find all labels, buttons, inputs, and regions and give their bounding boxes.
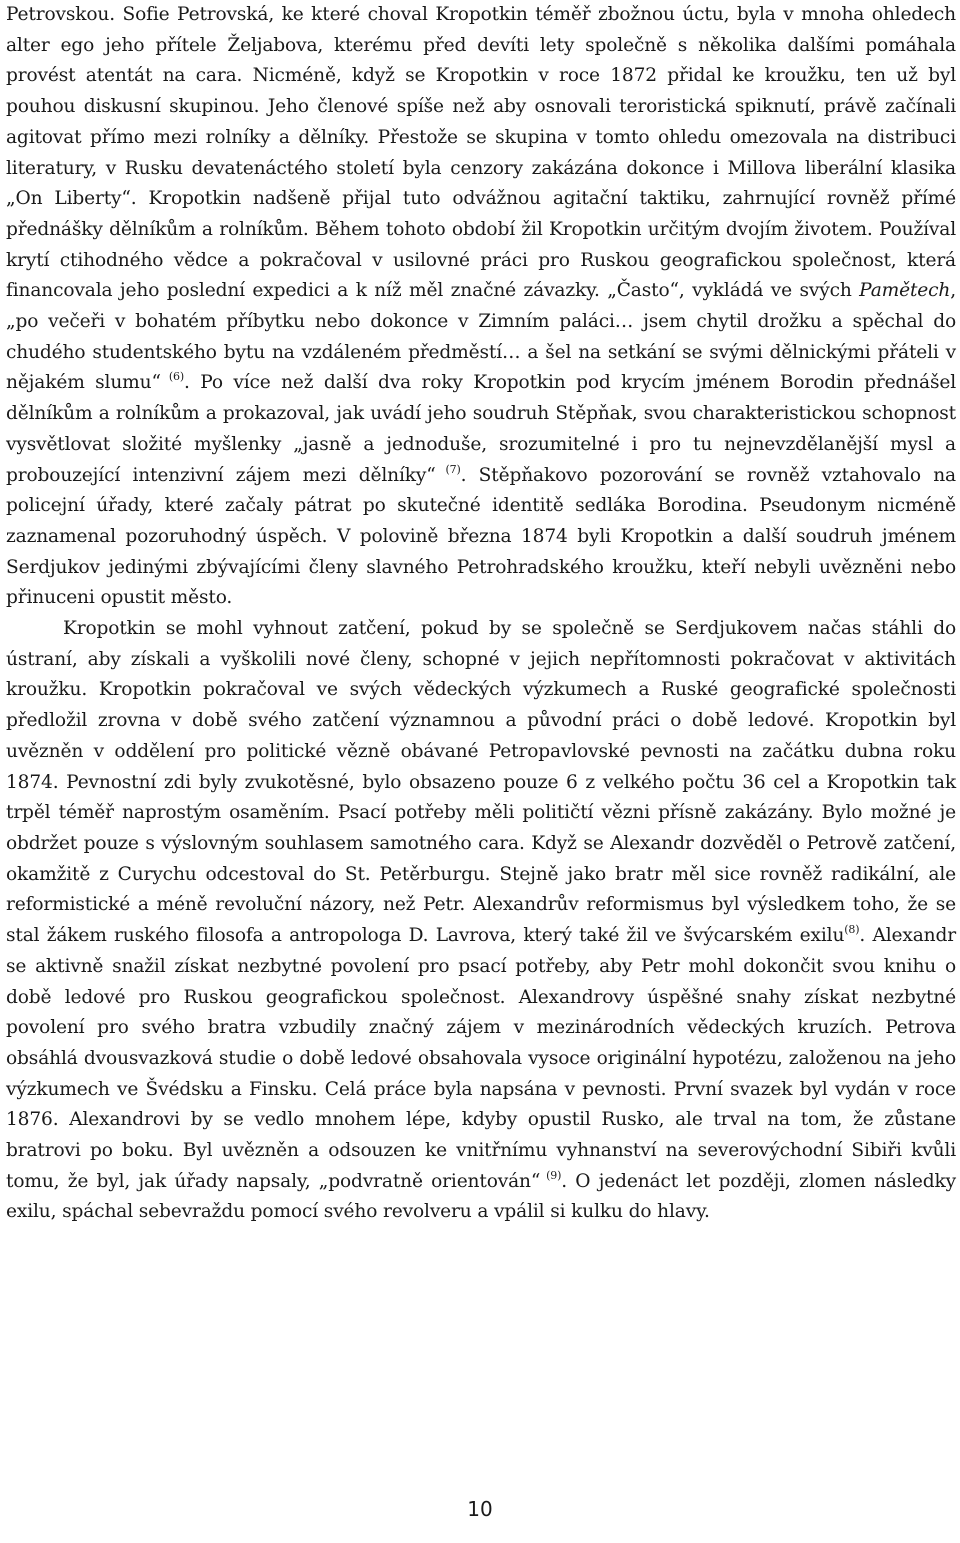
paragraph-1 [6,0,956,614]
footnote-marker: (9) [540,1168,562,1182]
text-segment: . Alexandr se aktivně snažil získat nezbytné povolení pro psací potřeby, aby Petr mohl dokončit svou knihu o době ledové pro Ruskou geografickou společnost. Alexandrovy úspěšné snahy získat nezbytné povolení pro svého bratra vzbudily značný zájem v mezinárodních vědeckých kruzích. Petrova obsáhlá dvousvazková studie o době ledové obsahovala vysoce originální hypotézu, založenou na jeho výzkumech ve Švédsku a Finsku. Celá práce byla napsána v pevnosti. První svazek byl vydán v roce 1876. Alexandrovi by se vedlo mnohem lépe, kdyby opustil Rusko, ale trval na tom, že zůstane bratrovi po boku. Byl uvězněn a odsouzen ke vnitřnímu vyhnanství na severovýchodní Sibiři kvůli tomu, že byl, jak úřady napsaly, „podvratně orientován“ [6,925,956,1192]
page-number: 10 [467,1497,493,1521]
footnote-marker: (8) [844,923,860,937]
italic-title: Pamětech [859,280,951,302]
footnote-marker: (6) [160,370,185,384]
footnote-marker: (7) [435,462,461,476]
text-segment: , „po večeři v bohatém příbytku nebo dokonce v Zimním paláci… jsem chytil drožku a spěchal do chudého studentského bytu na vzdáleném předměstí… a šel na setkání se svými dělnickými přáteli v nějakém slumu“ [6,280,956,394]
body-text [6,0,956,1228]
text-segment: . Po více než další dva roky Kropotkin pod krycím jménem Borodin přednášel dělníkům a rolníkům a prokazoval, jak uvádí jeho soudruh Stěpňak, svou charakteristickou schopnost vysvětlovat složité myšlenky „jasně a jednoduše, srozumitelné i pro tu nejnevzdělanější mysl a probouzející intenzivní zájem mezi dělníky“ [6,372,956,486]
paragraph-2 [6,614,956,1228]
text-segment: . Stěpňakovo pozorování se rovněž vztahovalo na policejní úřady, které začaly pátrat po skutečné identitě sedláka Borodina. Pseudonym nicméně zaznamenal pozoruhodný úspěch. V polovině března 1874 byli Kropotkin a další soudruh jménem Serdjukov jedinými zbývajícími členy slavného Petrohradského kroužku, kteří nebyli uvězněni nebo přinuceni opustit město. [6,464,956,609]
text-segment: Kropotkin se mohl vyhnout zatčení, pokud by se společně se Serdjukovem načas stáhli do ústraní, aby získali a vyškolili nové členy, schopné v jejich nepřítomnosti pokračovat v aktivitách kroužku. Kropotkin pokračoval ve svých vědeckých výzkumech a Ruské geografické společnosti předložil zrovna v době svého zatčení významnou a původní práci o době ledové. Kropotkin byl uvězněn v oddělení pro politické vězně obávané Petropavlovské pevnosti na začátku dubna roku 1874. Pevnostní zdi byly zvukotěsné, bylo obsazeno pouze 6 z velkého počtu 36 cel a Kropotkin tak trpěl téměř naprostým osaměním. Psací potřeby měli političtí vězni přísně zakázány. Bylo možné je obdržet pouze s výslovným souhlasem samotného cara. Když se Alexandr dozvěděl o Petrově zatčení, okamžitě z Curychu odcestoval do St. Petěrburgu. Stejně jako bratr měl sice rovněž radikální, ale reformistické a méně revoluční názory, než Petr. Alexandrův reformismus byl výsledkem toho, že se stal žákem ruského filosofa a antropologa D. Lavrova, který také žil ve švýcarském exilu [6,618,956,947]
text-segment: Petrovskou. Sofie Petrovská, ke které choval Kropotkin téměř zbožnou úctu, byla v mnoha ohledech alter ego jeho přítele Željabova, kterému před devíti lety společně s několika dalšími pomáhala provést atentát na cara. Nicméně, když se Kropotkin v roce 1872 přidal ke kroužku, ten už byl pouhou diskusní skupinou. Jeho členové spíše než aby osnovali teroristická spiknutí, právě začínali agitovat přímo mezi rolníky a dělníky. Přestože se skupina v tomto ohledu omezovala na distribuci literatury, v Rusku devatenáctého století byla cenzory zakázána dokonce i Millova liberální klasika „On Liberty“. Kropotkin nadšeně přijal tuto odvážnou agitační taktiku, zahrnující rovněž přímé přednášky dělníkům a rolníkům. Během tohoto období žil Kropotkin určitým dvojím životem. Používal krytí ctihodného vědce a pokračoval v usilovné práci pro Ruskou geografickou společnost, která financovala jeho poslední expedici a k níž měl značné závazky. „Často“, vykládá ve svých [6,4,956,302]
text-segment: . O jedenáct let později, zlomen následky exilu, spáchal sebevraždu pomocí svého revolveru a vpálil si kulku do hlavy. [6,1170,956,1223]
